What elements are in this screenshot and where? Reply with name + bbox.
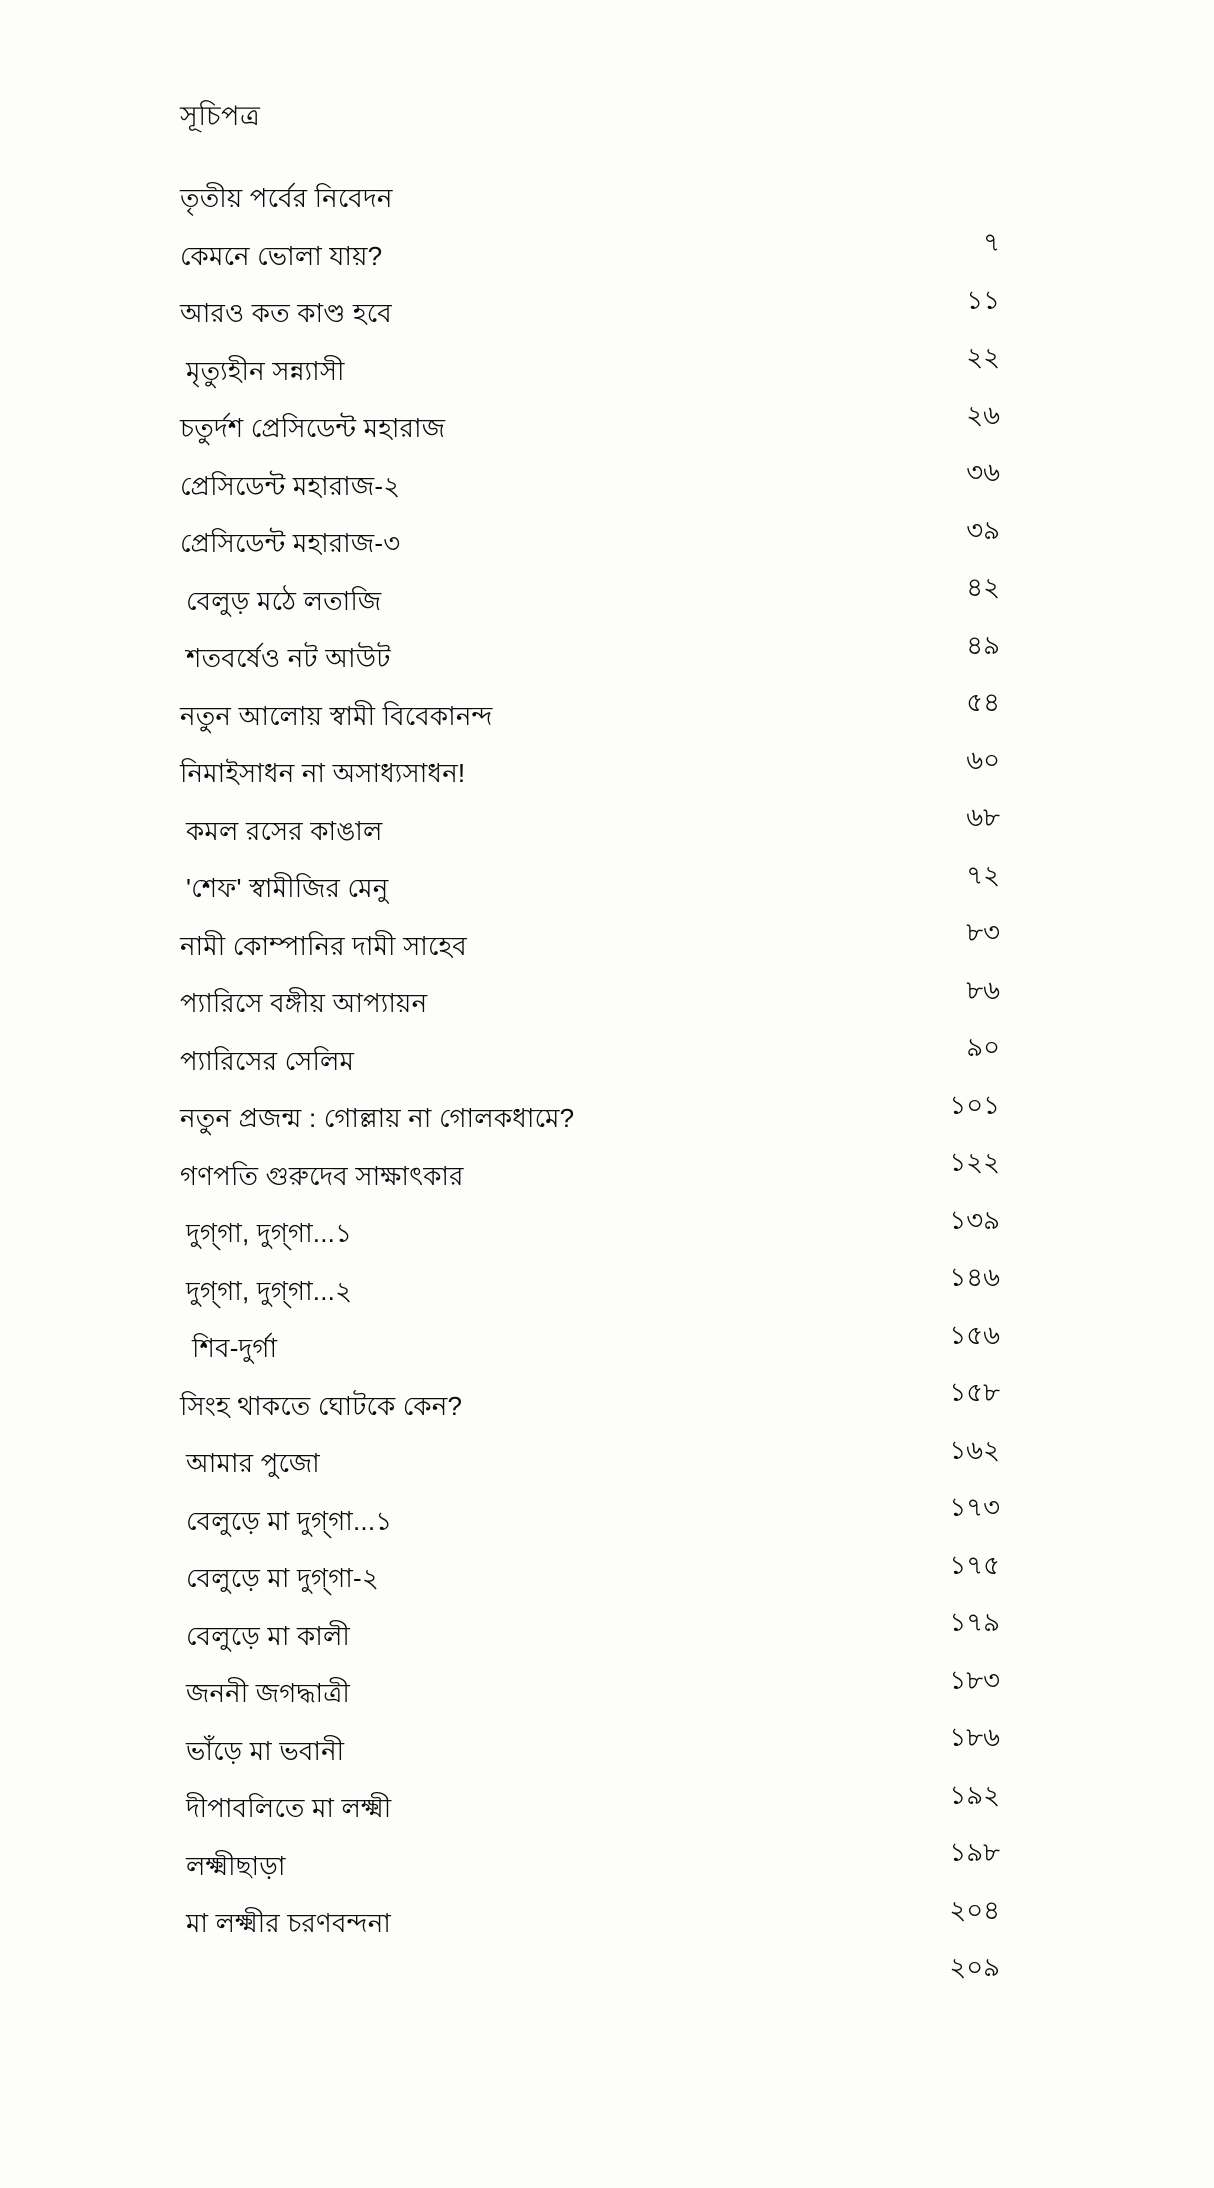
toc-entry-title: প্যারিসের সেলিম — [180, 1045, 355, 1076]
toc-entry-page-number: ১৭৫ — [949, 1549, 1000, 1580]
toc-entry-page-number: ১৫৮ — [949, 1377, 1000, 1407]
toc-entry-title: মা লক্ষ্মীর চরণবন্দনা — [186, 1908, 391, 1938]
toc-entry-title: শিব-দুর্গা — [192, 1333, 278, 1363]
toc-entry-title: বেলুড়ে মা কালী — [186, 1620, 350, 1651]
toc-entry-title: নতুন আলোয় স্বামী বিবেকানন্দ — [180, 700, 493, 731]
toc-entry-title: ভাঁড়ে মা ভবানী — [186, 1735, 345, 1766]
toc-entry-page-number: ৯০ — [966, 1032, 1000, 1062]
toc-entry-page-number: ৬৮ — [966, 802, 1000, 832]
toc-entry-title: গণপতি গুরুদেব সাক্ষাৎকার — [180, 1160, 464, 1191]
toc-entry-page-number: ১৮৬ — [949, 1722, 1000, 1752]
toc-entry-title: মৃত্যুহীন সন্ন্যাসী — [186, 355, 345, 386]
toc-entry-page-number: ২৬ — [966, 399, 1000, 430]
toc-entry-page-number: ৮৬ — [966, 974, 1000, 1005]
toc-entry-page-number: ২২ — [966, 342, 1000, 372]
toc-entry-page-number: ১৮৩ — [949, 1664, 1000, 1695]
toc-entry-title: চতুর্দশ প্রেসিডেন্ট মহারাজ — [180, 413, 446, 443]
toc-entry-title: কেমনে ভোলা যায়? — [180, 240, 383, 271]
toc-entry-title: আমার পুজো — [186, 1448, 320, 1478]
toc-entry-title: কমল রসের কাঙাল — [186, 815, 383, 846]
toc-entry-title: নামী কোম্পানির দামী সাহেব — [180, 930, 467, 961]
toc-entry-page-number: ৭২ — [966, 859, 1000, 890]
toc-entry-page-number: ১৬২ — [949, 1434, 1000, 1465]
toc-entry-page-number: ২০৪ — [949, 1894, 1000, 1925]
toc-entry-title: শতবর্ষেও নট আউট — [186, 643, 391, 673]
toc-entry-title: দুগ্‌গা, দুগ্‌গা...২ — [186, 1275, 353, 1306]
toc-entry-page-number: ১৯৮ — [949, 1837, 1000, 1867]
toc-entry-title: লক্ষ্মীছাড়া — [186, 1850, 286, 1881]
toc-entry-title: বেলুড়ে মা দুগ্‌গা-২ — [186, 1563, 379, 1593]
toc-entry-page-number: ৮৩ — [966, 917, 1000, 947]
page-title: সূচিপত্র — [180, 101, 261, 131]
toc-entry-page-number: ৪২ — [966, 572, 1000, 602]
toc-entry-page-number: ৪৯ — [966, 629, 1000, 660]
toc-entry-page-number: ১৭৯ — [949, 1607, 1000, 1637]
toc-entry-title: দীপাবলিতে মা লক্ষ্মী — [186, 1793, 392, 1823]
toc-entry-title: প্যারিসে বঙ্গীয় আপ্যায়ন — [180, 988, 428, 1018]
toc-entry-page-number: ১৪৬ — [949, 1262, 1000, 1292]
toc-entry-title: 'শেফ' স্বামীজির মেনু — [186, 873, 389, 903]
toc-entry-title: বেলুড়ে মা দুগ্‌গা...১ — [186, 1505, 393, 1536]
toc-entry-title: তৃতীয় পর্বের নিবেদন — [180, 183, 393, 213]
toc-entry-page-number: ১৩৯ — [949, 1204, 1000, 1235]
toc-entry-title: সিংহ থাকতে ঘোটকে কেন? — [180, 1390, 463, 1421]
toc-entry-page-number: ১৯২ — [949, 1779, 1000, 1810]
toc-entry-page-number: ৩৯ — [966, 514, 1000, 545]
toc-entry-page-number: ১০১ — [949, 1089, 1000, 1120]
toc-entry-page-number: ৩৬ — [966, 457, 1000, 487]
toc-entry-page-number: ৭ — [983, 227, 1000, 257]
toc-entry-title: আরও কত কাণ্ড হবে — [180, 298, 392, 328]
toc-entry-page-number: ৫৪ — [966, 687, 1000, 717]
toc-entry-title: দুগ্‌গা, দুগ্‌গা...১ — [186, 1218, 353, 1248]
toc-entry-page-number: ৬০ — [966, 744, 1000, 775]
toc-entry-title: নিমাইসাধন না অসাধ্যসাধন! — [180, 758, 466, 788]
toc-entry-page-number: ২০৯ — [949, 1952, 1000, 1982]
toc-entry-page-number: ১১ — [966, 284, 1000, 315]
toc-entry-title: বেলুড় মঠে লতাজি — [186, 585, 382, 616]
toc-entry-page-number: ১৭৩ — [949, 1492, 1000, 1522]
toc-entry-page-number: ১৫৬ — [949, 1319, 1000, 1350]
toc-entry-title: প্রেসিডেন্ট মহারাজ-২ — [180, 470, 401, 501]
toc-list — [180, 178, 1000, 1982]
toc-entry-title: প্রেসিডেন্ট মহারাজ-৩ — [180, 528, 401, 558]
toc-entry-page-number: ১২২ — [949, 1147, 1000, 1177]
toc-entry-title: জননী জগদ্ধাত্রী — [186, 1678, 351, 1708]
toc-entry-title: নতুন প্রজন্ম : গোল্লায় না গোলকধামে? — [180, 1103, 575, 1133]
